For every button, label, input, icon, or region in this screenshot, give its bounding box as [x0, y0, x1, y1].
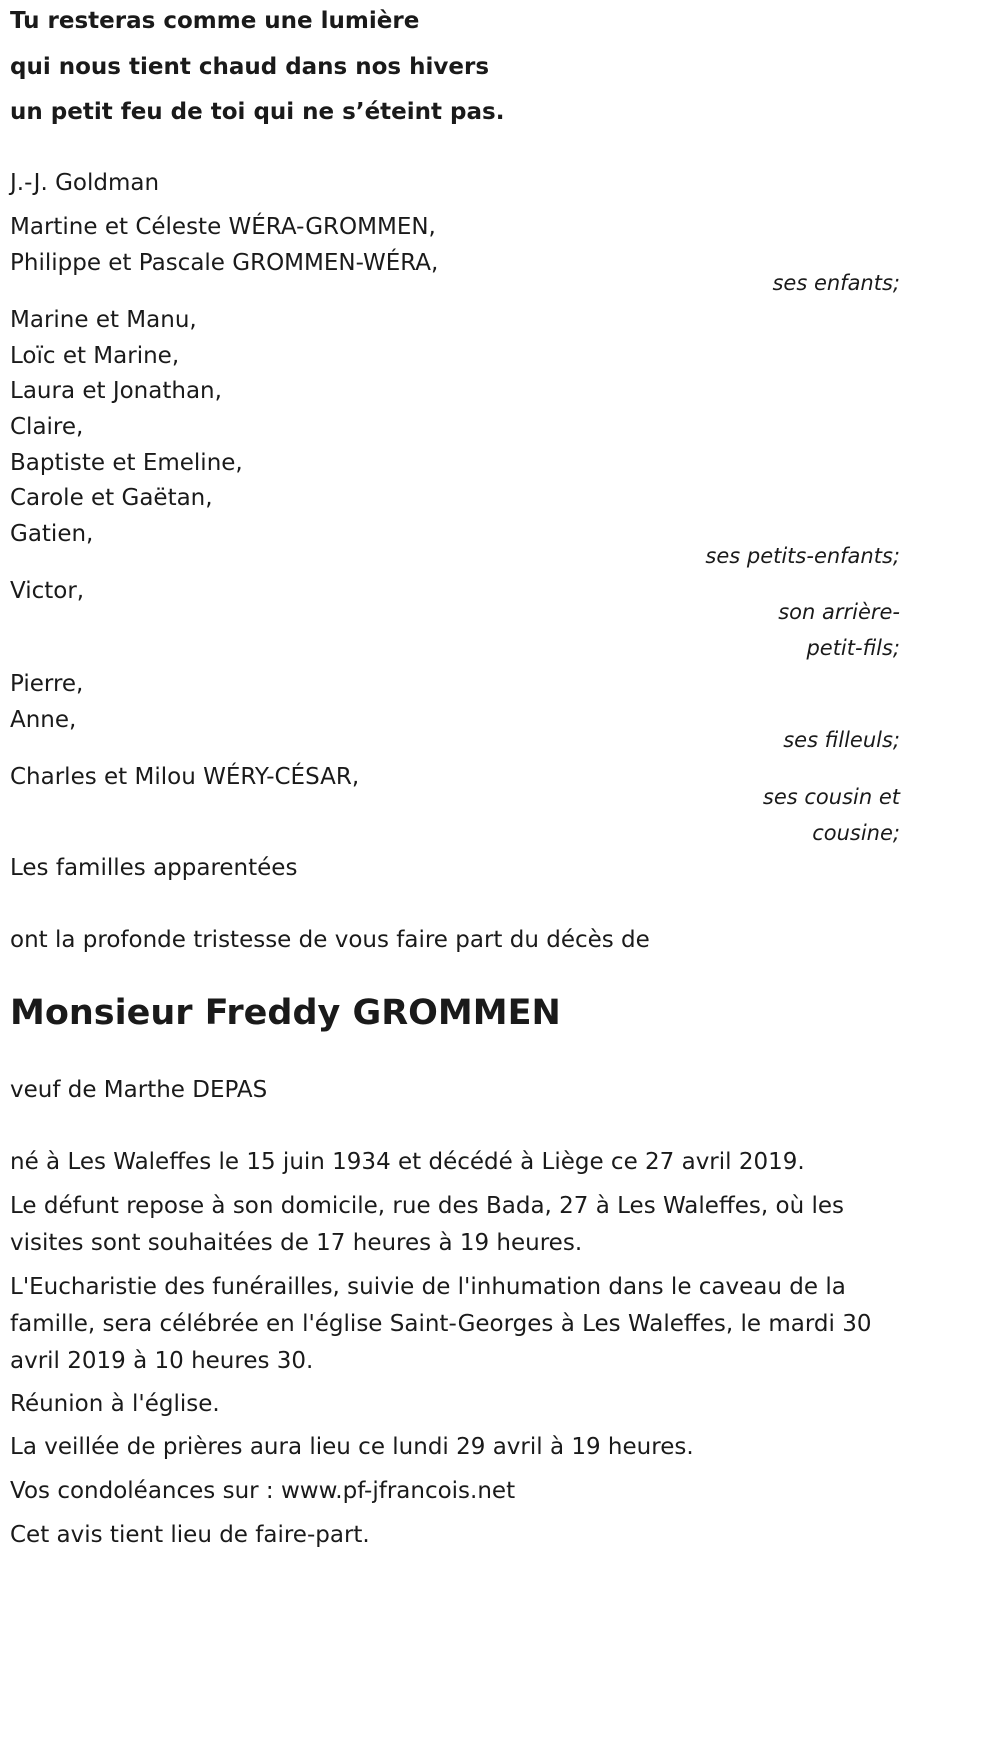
cousins-role-line-1: ses cousin et	[762, 785, 900, 809]
poem-line-3: un petit feu de toi qui ne s’éteint pas.	[10, 99, 505, 125]
grandchild-name: Claire,	[10, 414, 84, 440]
grandchild-name: Marine et Manu,	[10, 307, 197, 333]
grandchildren-role: ses petits-enfants;	[705, 544, 900, 568]
deceased-name: Monsieur Freddy GROMMEN	[10, 993, 561, 1033]
funeral-paragraph: L'Eucharistie des funérailles, suivie de l'inhumation dans le caveau de la famille, sera célébrée en l'église Saint-Georges à Les Waleffes, le mardi 30 avril 2019 à 10 heures 30.	[10, 1274, 872, 1374]
families-line: Les familles apparentées	[10, 855, 298, 881]
vigil-line: La veillée de prières aura lieu ce lundi 29 avril à 19 heures.	[10, 1434, 694, 1460]
meeting-line: Réunion à l'église.	[10, 1391, 220, 1417]
children-name: Martine et Céleste WÉRA-GROMMEN,	[10, 214, 436, 240]
children-name: Philippe et Pascale GROMMEN-WÉRA,	[10, 250, 439, 276]
poem-author: J.-J. Goldman	[10, 170, 160, 196]
great-grandchild-role-line-1: son arrière-	[778, 600, 900, 624]
poem-line-2: qui nous tient chaud dans nos hivers	[10, 54, 490, 80]
godchild-name: Pierre,	[10, 671, 84, 697]
announcement-line: ont la profonde tristesse de vous faire part du décès de	[10, 927, 650, 953]
grandchild-name: Laura et Jonathan,	[10, 378, 222, 404]
godchild-name: Anne,	[10, 707, 77, 733]
great-grandchild-name: Victor,	[10, 578, 85, 604]
cousins-role-line-2: cousine;	[812, 821, 900, 845]
notice-line: Cet avis tient lieu de faire-part.	[10, 1522, 370, 1548]
grandchild-name: Loïc et Marine,	[10, 343, 180, 369]
visitation-paragraph: Le défunt repose à son domicile, rue des Bada, 27 à Les Waleffes, où les visites sont souhaitées de 17 heures à 19 heures.	[10, 1193, 844, 1256]
grandchild-name: Gatien,	[10, 521, 94, 547]
widower-line: veuf de Marthe DEPAS	[10, 1077, 268, 1103]
poem-line-1: Tu resteras comme une lumière	[10, 8, 420, 34]
godchildren-role: ses filleuls;	[783, 728, 900, 752]
children-role: ses enfants;	[772, 271, 900, 295]
grandchild-name: Baptiste et Emeline,	[10, 450, 243, 476]
condolences-line: Vos condoléances sur : www.pf-jfrancois.net	[10, 1478, 516, 1504]
grandchild-name: Carole et Gaëtan,	[10, 485, 213, 511]
great-grandchild-role-line-2: petit-fils;	[806, 636, 900, 660]
birth-death-line: né à Les Waleffes le 15 juin 1934 et décédé à Liège ce 27 avril 2019.	[10, 1149, 805, 1175]
cousins-name: Charles et Milou WÉRY-CÉSAR,	[10, 764, 360, 790]
